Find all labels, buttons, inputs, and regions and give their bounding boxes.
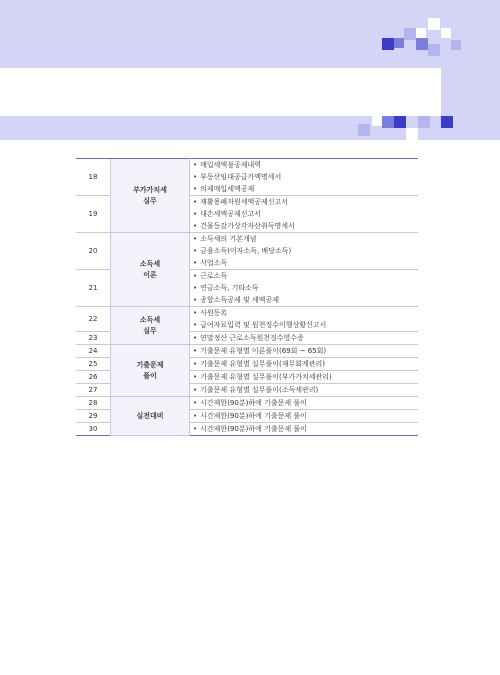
topic-item: • 기출문제 유형별 실무풀이(부가가치세관리) bbox=[193, 371, 418, 383]
topics-cell bbox=[190, 371, 419, 384]
deco-square bbox=[372, 116, 382, 126]
topics-cell bbox=[190, 397, 419, 410]
schedule-row bbox=[76, 307, 418, 332]
schedule-row bbox=[76, 159, 418, 196]
week-number: 28 bbox=[76, 397, 111, 410]
topic-item: • 사업소득 bbox=[193, 257, 418, 269]
topic-item: • 건물등감가상각자산취득명세서 bbox=[193, 220, 418, 232]
deco-square bbox=[404, 28, 416, 40]
category-cell bbox=[111, 307, 190, 345]
topic-item: • 기출문제 유형별 이론풀이(69회 ~ 65회) bbox=[193, 345, 418, 357]
week-number: 22 bbox=[76, 307, 111, 332]
week-number: 30 bbox=[76, 423, 111, 436]
category-label: 실전대비 bbox=[136, 411, 164, 420]
topic-item: • 매입세액불공제내역 bbox=[193, 159, 418, 171]
topics-cell bbox=[190, 410, 419, 423]
deco-square bbox=[428, 18, 440, 30]
topics-cell bbox=[190, 345, 419, 358]
week-number: 25 bbox=[76, 358, 111, 371]
category-label: 실무 bbox=[143, 326, 157, 335]
category-cell bbox=[111, 233, 190, 307]
topic-item: • 근로소득 bbox=[193, 270, 418, 282]
topics-cell bbox=[190, 196, 419, 233]
topic-item: • 소득세의 기본개념 bbox=[193, 233, 418, 245]
category-label: 실무 bbox=[143, 196, 157, 205]
topic-item: • 재활용폐자원세액공제신고서 bbox=[193, 196, 418, 208]
category-cell bbox=[111, 397, 190, 436]
topics-cell bbox=[190, 233, 419, 270]
category-label: 소득세 bbox=[139, 315, 161, 324]
topic-item: • 연말정산 근로소득원천징수영수증 bbox=[193, 332, 418, 344]
schedule-body bbox=[76, 159, 418, 436]
deco-square bbox=[382, 38, 394, 50]
category-label: 이론 bbox=[143, 270, 157, 279]
topic-item: • 연금소득, 기타소득 bbox=[193, 282, 418, 294]
week-number: 29 bbox=[76, 410, 111, 423]
topics-cell bbox=[190, 270, 419, 307]
topics-cell bbox=[190, 307, 419, 332]
week-number: 23 bbox=[76, 332, 111, 345]
week-number: 20 bbox=[76, 233, 111, 270]
deco-square bbox=[416, 38, 428, 50]
category-cell bbox=[111, 159, 190, 233]
deco-square bbox=[406, 128, 418, 140]
week-number: 24 bbox=[76, 345, 111, 358]
topics-cell bbox=[190, 384, 419, 397]
category-cell bbox=[111, 345, 190, 397]
deco-square bbox=[358, 124, 370, 136]
topic-item: • 시간제한(90분)하에 기출문제 풀이 bbox=[193, 423, 418, 435]
week-number: 18 bbox=[76, 159, 111, 196]
topic-item: • 시간제한(90분)하에 기출문제 풀이 bbox=[193, 410, 418, 422]
topic-item: • 부동산임대공급가액명세서 bbox=[193, 171, 418, 183]
deco-square bbox=[416, 28, 426, 38]
schedule-table bbox=[76, 158, 418, 436]
week-number: 19 bbox=[76, 196, 111, 233]
category-label: 부가가치세 bbox=[133, 185, 167, 194]
schedule-row bbox=[76, 233, 418, 270]
week-number: 21 bbox=[76, 270, 111, 307]
topic-item: • 금융소득(이자소득, 배당소득) bbox=[193, 245, 418, 257]
deco-square bbox=[382, 116, 394, 128]
header-band-top bbox=[0, 0, 441, 68]
topic-item: • 시간제한(90분)하에 기출문제 풀이 bbox=[193, 397, 418, 409]
category-label: 기출문제 bbox=[136, 360, 164, 369]
topics-cell bbox=[190, 358, 419, 371]
topic-item: • 의제매입세액공제 bbox=[193, 183, 418, 195]
deco-square bbox=[394, 116, 406, 128]
topic-item: • 대손세액공제신고서 bbox=[193, 208, 418, 220]
category-label: 풀이 bbox=[143, 371, 157, 380]
topics-cell bbox=[190, 332, 419, 345]
deco-square bbox=[441, 28, 451, 38]
deco-square bbox=[394, 38, 404, 48]
schedule-row bbox=[76, 397, 418, 410]
week-number: 26 bbox=[76, 371, 111, 384]
deco-square bbox=[428, 44, 440, 56]
topic-item: • 사원등록 bbox=[193, 307, 418, 319]
topic-item: • 종합소득공제 및 세액공제 bbox=[193, 294, 418, 306]
deco-square bbox=[441, 116, 453, 128]
topics-cell bbox=[190, 159, 419, 196]
topic-item: • 기출문제 유형별 실무풀이(소득세관리) bbox=[193, 384, 418, 396]
week-number: 27 bbox=[76, 384, 111, 397]
topics-cell bbox=[190, 423, 419, 436]
schedule-row bbox=[76, 345, 418, 358]
deco-square bbox=[418, 116, 430, 128]
topic-item: • 급여자료입력 및 원천징수이행상황신고서 bbox=[193, 319, 418, 331]
category-label: 소득세 bbox=[139, 259, 161, 268]
topic-item: • 기출문제 유형별 실무풀이(재무회계관리) bbox=[193, 358, 418, 370]
deco-square bbox=[451, 40, 461, 50]
